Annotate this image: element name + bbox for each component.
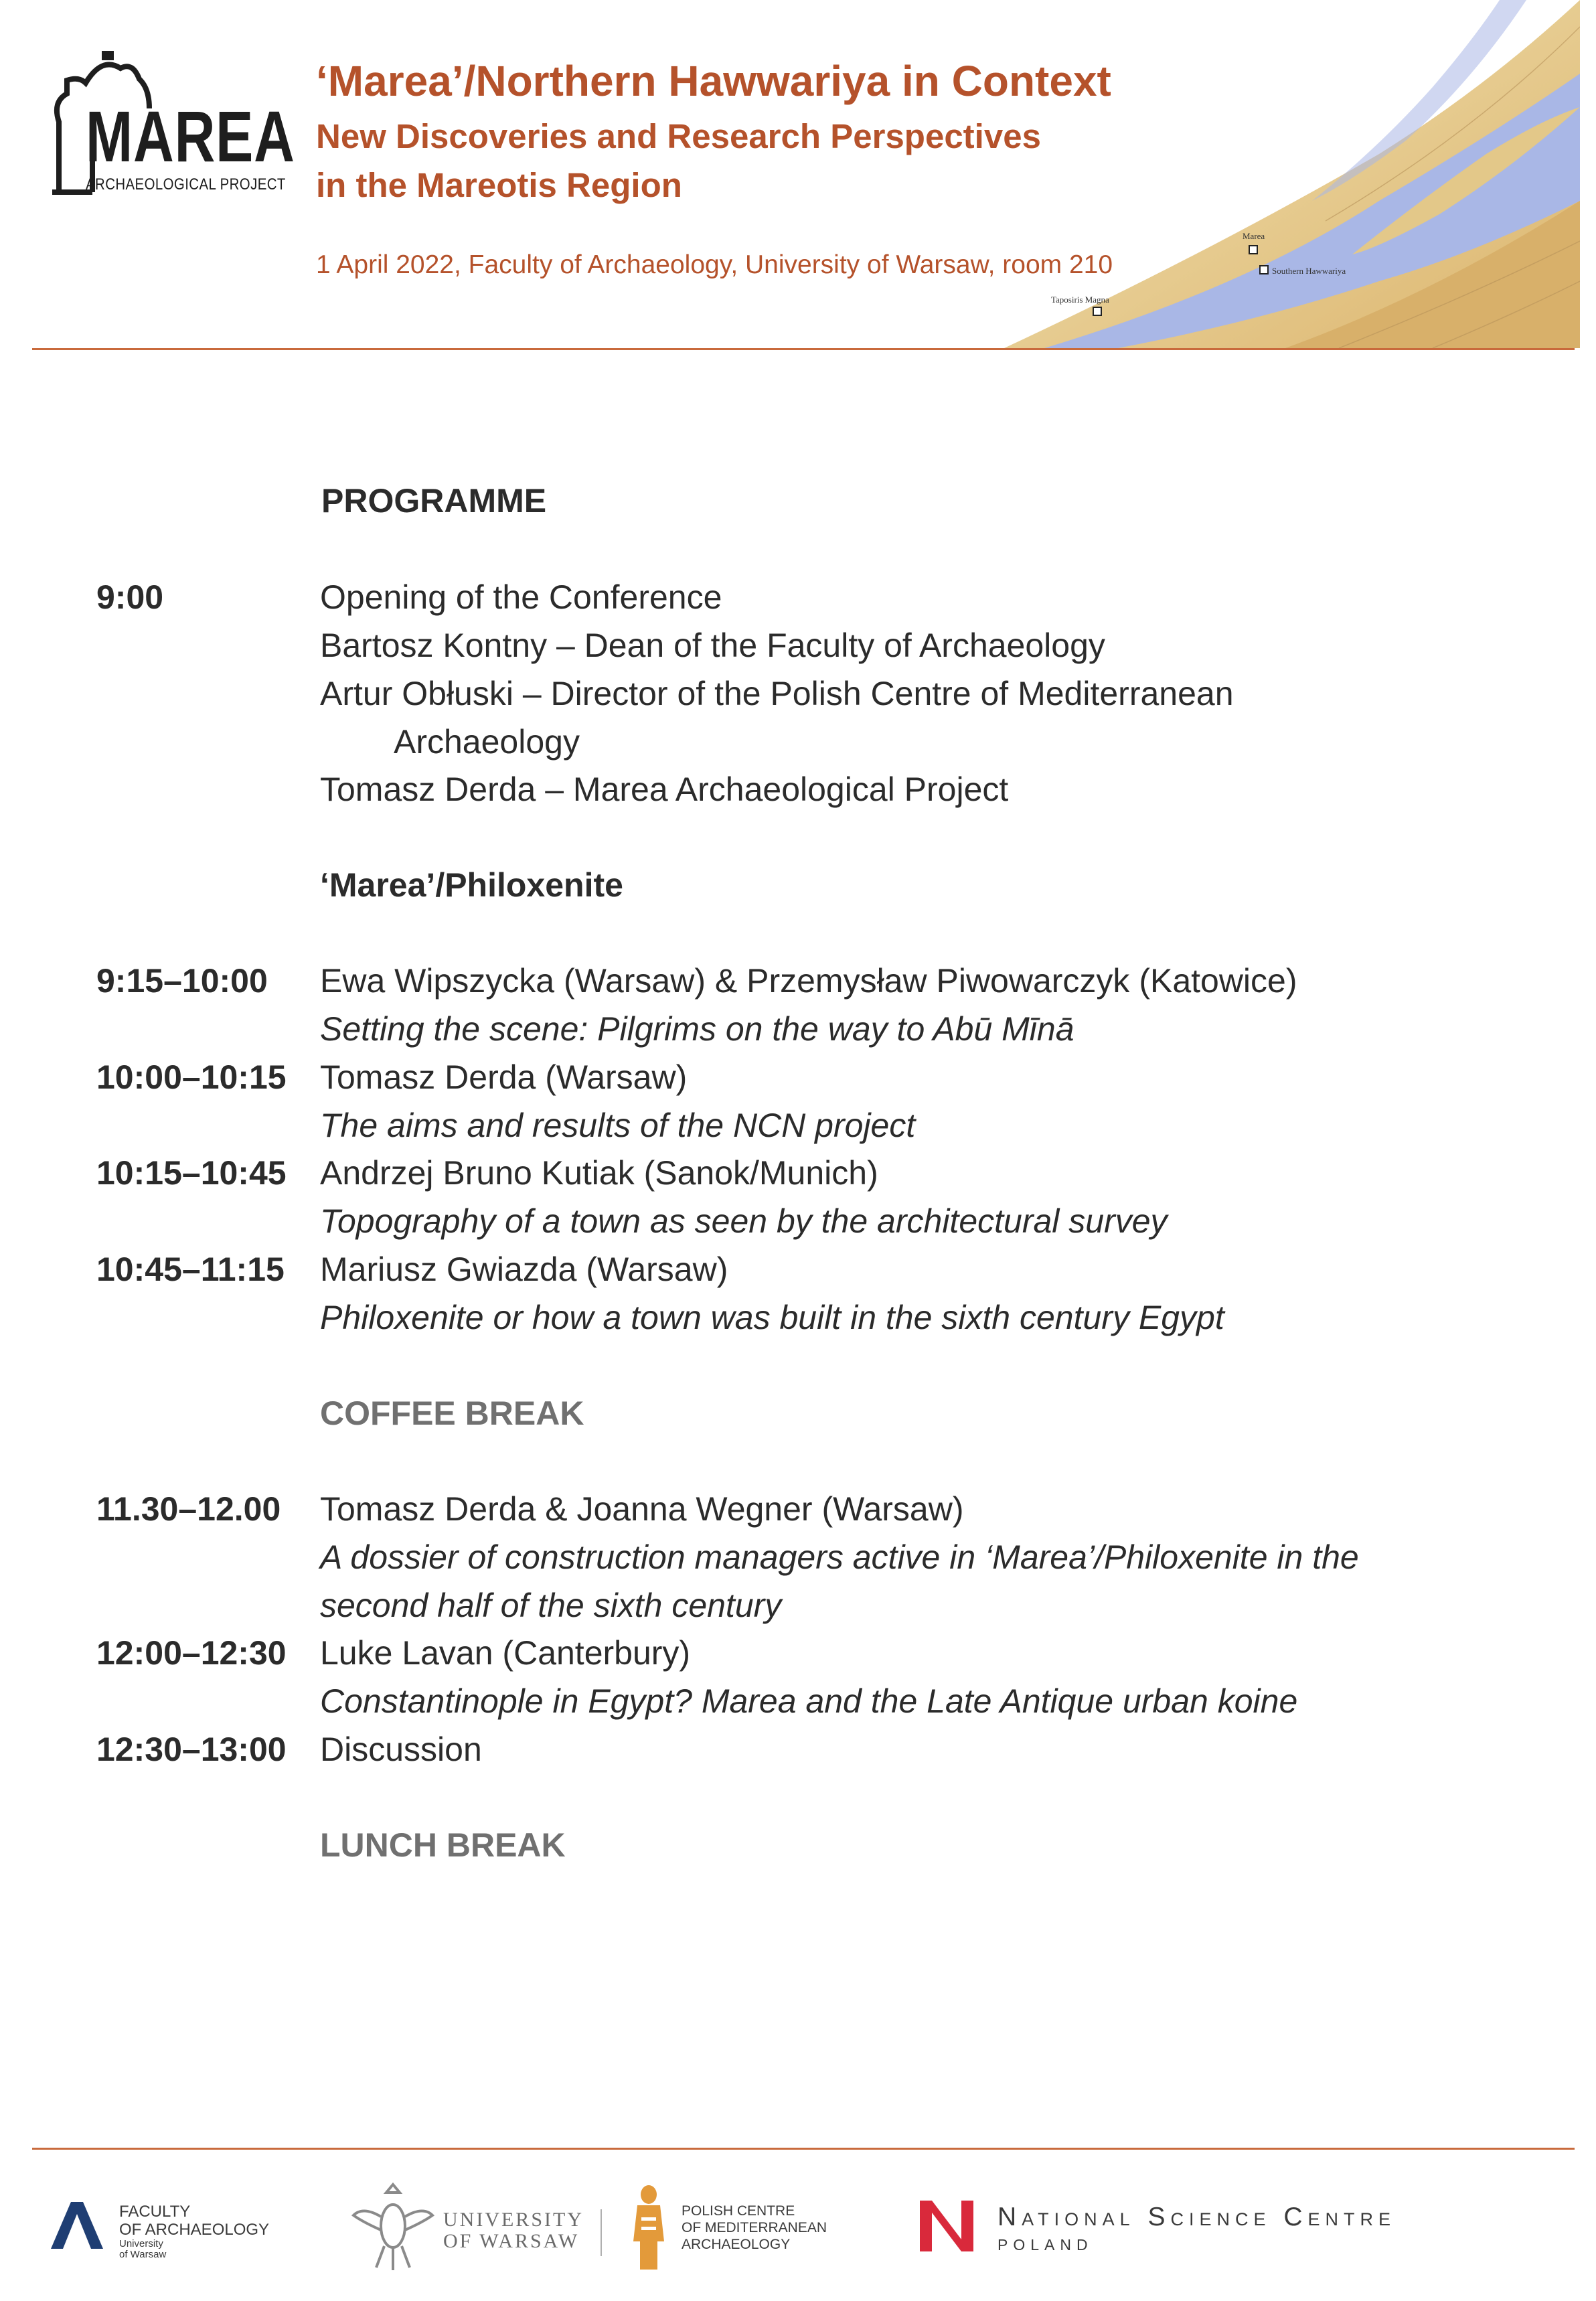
header-divider (32, 348, 1575, 350)
map-label-marea: Marea (1243, 231, 1265, 241)
map-label-taposiris: Taposiris Magna (1051, 295, 1109, 305)
talk-speaker: Tomasz Derda & Joanna Wegner (Warsaw) (320, 1490, 964, 1528)
opening-line: Archaeology (394, 723, 580, 761)
talk-time: 9:15–10:00 (96, 962, 268, 1000)
footer-separator (601, 2209, 602, 2256)
talk-speaker: Tomasz Derda (Warsaw) (320, 1058, 688, 1096)
pcma-statue-icon (628, 2184, 669, 2271)
talk-title: Setting the scene: Pilgrims on the way to Abū Mīnā (320, 1010, 1074, 1048)
ncn-country: POLAND (998, 2236, 1093, 2253)
programme-heading: PROGRAMME (321, 482, 547, 520)
talk-title: A dossier of construction managers active in ‘Marea’/Philoxenite in the (320, 1538, 1359, 1576)
talk-speaker: Discussion (320, 1731, 482, 1768)
conference-title: ‘Marea’/Northern Hawwariya in Context (316, 57, 1111, 105)
faculty-a-icon (48, 2199, 106, 2250)
logo-subtitle: ARCHAEOLOGICAL PROJECT (86, 175, 286, 193)
talk-time: 12:30–13:00 (96, 1731, 287, 1768)
eagle-crest-icon (349, 2179, 436, 2273)
talk-time: 10:45–11:15 (96, 1251, 285, 1288)
footer-divider (32, 2148, 1575, 2150)
talk-time: 11.30–12.00 (96, 1490, 281, 1528)
opening-line: Opening of the Conference (320, 578, 722, 616)
talk-speaker: Andrzej Bruno Kutiak (Sanok/Munich) (320, 1154, 878, 1192)
talk-title: Topography of a town as seen by the architectural survey (320, 1202, 1168, 1240)
talk-time: 10:00–10:15 (96, 1058, 287, 1096)
opening-line: Bartosz Kontny – Dean of the Faculty of Archaeology (320, 627, 1105, 664)
coffee-break: COFFEE BREAK (320, 1395, 584, 1432)
region-map-image (1004, 0, 1580, 348)
talk-title: second half of the sixth century (320, 1587, 782, 1624)
talk-speaker: Mariusz Gwiazda (Warsaw) (320, 1251, 728, 1288)
conference-subtitle-line1: New Discoveries and Research Perspectives (316, 117, 1041, 155)
map-label-southern-hawwariya: Southern Hawwariya (1272, 266, 1346, 276)
logo-word: MAREA (86, 96, 295, 177)
talk-time: 10:15–10:45 (96, 1154, 287, 1192)
talk-title: Constantinople in Egypt? Marea and the Late Antique urban koine (320, 1682, 1298, 1720)
talk-speaker: Luke Lavan (Canterbury) (320, 1634, 691, 1672)
conference-date-venue: 1 April 2022, Faculty of Archaeology, University of Warsaw, room 210 (316, 250, 1113, 279)
ncn-name: National Science Centre (998, 2203, 1396, 2231)
conference-subtitle-line2: in the Mareotis Region (316, 166, 682, 204)
talk-time: 12:00–12:30 (96, 1634, 287, 1672)
opening-line: Tomasz Derda – Marea Archaeological Project (320, 771, 1009, 808)
talk-title: The aims and results of the NCN project (320, 1107, 916, 1144)
opening-time: 9:00 (96, 578, 164, 616)
university-name: UNIVERSITY OF WARSAW (443, 2209, 584, 2252)
talk-title: Philoxenite or how a town was built in the sixth century Egypt (320, 1299, 1224, 1336)
ncn-n-icon (919, 2199, 975, 2253)
talk-speaker: Ewa Wipszycka (Warsaw) & Przemysław Piwowarczyk (Katowice) (320, 962, 1297, 1000)
pcma-name: POLISH CENTRE OF MEDITERRANEAN ARCHAEOLOGY (682, 2203, 827, 2252)
lunch-break: LUNCH BREAK (320, 1826, 566, 1864)
section-title: ‘Marea’/Philoxenite (320, 866, 623, 904)
faculty-name: FACULTY OF ARCHAEOLOGY University of Warsaw (119, 2203, 270, 2260)
opening-line: Artur Obłuski – Director of the Polish Centre of Mediterranean (320, 675, 1234, 712)
